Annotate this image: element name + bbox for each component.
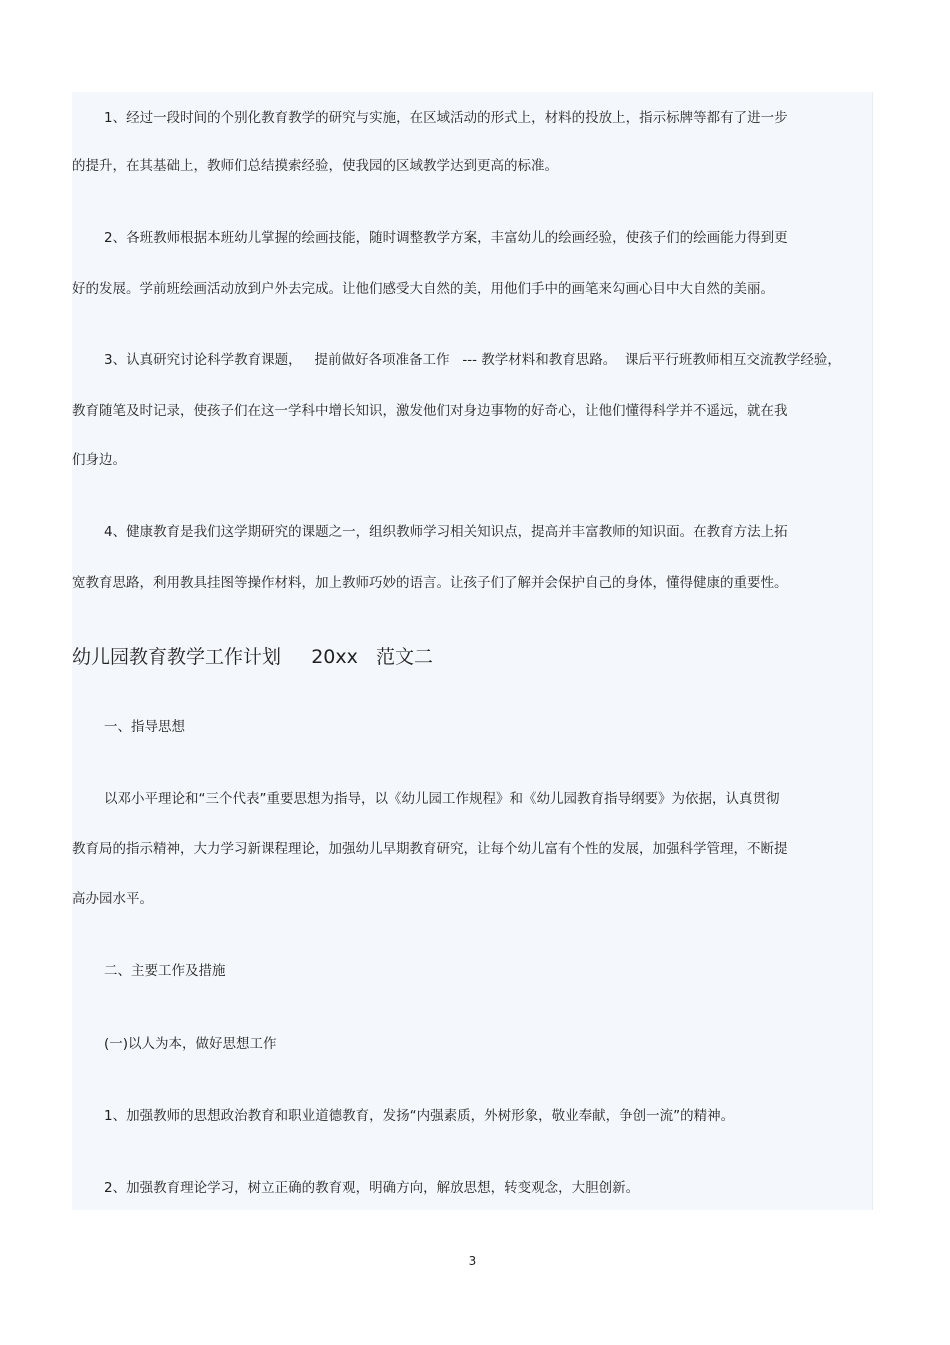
paragraph-1-line-2: 的提升，在其基础上，教师们总结摸索经验，使我园的区域教学达到更高的标准。 [72,158,558,174]
paragraph-4-line-2: 宽教育思路，利用教具挂图等操作材料，加上教师巧妙的语言。让孩子们了解并会保护自己的身体，懂得健康的重要性。 [72,575,788,591]
section-2-subtitle: (一)以人为本，做好思想工作 [104,1036,277,1052]
section-2-item-1: 1、加强教师的思想政治教育和职业道德教育，发扬“内强素质，外树形象，敬业奉献，争创一流”的精神。 [104,1108,735,1124]
page-number: 3 [468,1254,477,1268]
section-1-title: 一、指导思想 [104,719,185,735]
section-2-item-2: 2、加强教育理论学习，树立正确的教育观，明确方向，解放思想，转变观念，大胆创新。 [104,1180,640,1196]
section-1-line-2: 教育局的指示精神，大力学习新课程理论，加强幼儿早期教育研究，让每个幼儿富有个性的发展，加强科学管理，不断提 [72,841,788,857]
paragraph-2-line-1: 2、各班教师根据本班幼儿掌握的绘画技能，随时调整教学方案，丰富幼儿的绘画经验，使孩子们的绘画能力得到更 [104,230,788,246]
paragraph-2-line-2: 好的发展。学前班绘画活动放到户外去完成。让他们感受大自然的美，用他们手中的画笔来勾画心目中大自然的美丽。 [72,281,774,297]
paragraph-1-line-1: 1、经过一段时间的个别化教育教学的研究与实施，在区域活动的形式上，材料的投放上，指示标牌等都有了进一步 [104,110,788,126]
section-1-line-1: 以邓小平理论和“三个代表”重要思想为指导，以《幼儿园工作规程》和《幼儿园教育指导纲要》为依据，认真贯彻 [104,791,780,807]
section-heading: 幼儿园教育教学工作计划 20xx 范文二 [72,646,433,668]
paragraph-3-line-1: 3、认真研究讨论科学教育课题， 提前做好各项准备工作 --- 教学材料和教育思路。 课后平行班教师相互交流教学经验， [104,352,841,368]
section-2-title: 二、主要工作及措施 [104,963,226,979]
paragraph-3-line-2: 教育随笔及时记录，使孩子们在这一学科中增长知识，激发他们对身边事物的好奇心，让他们懂得科学并不遥远，就在我 [72,403,788,419]
section-1-line-3: 高办园水平。 [72,891,153,907]
paragraph-4-line-1: 4、健康教育是我们这学期研究的课题之一，组织教师学习相关知识点，提高并丰富教师的知识面。在教育方法上拓 [104,524,788,540]
paragraph-3-line-3: 们身边。 [72,452,126,468]
